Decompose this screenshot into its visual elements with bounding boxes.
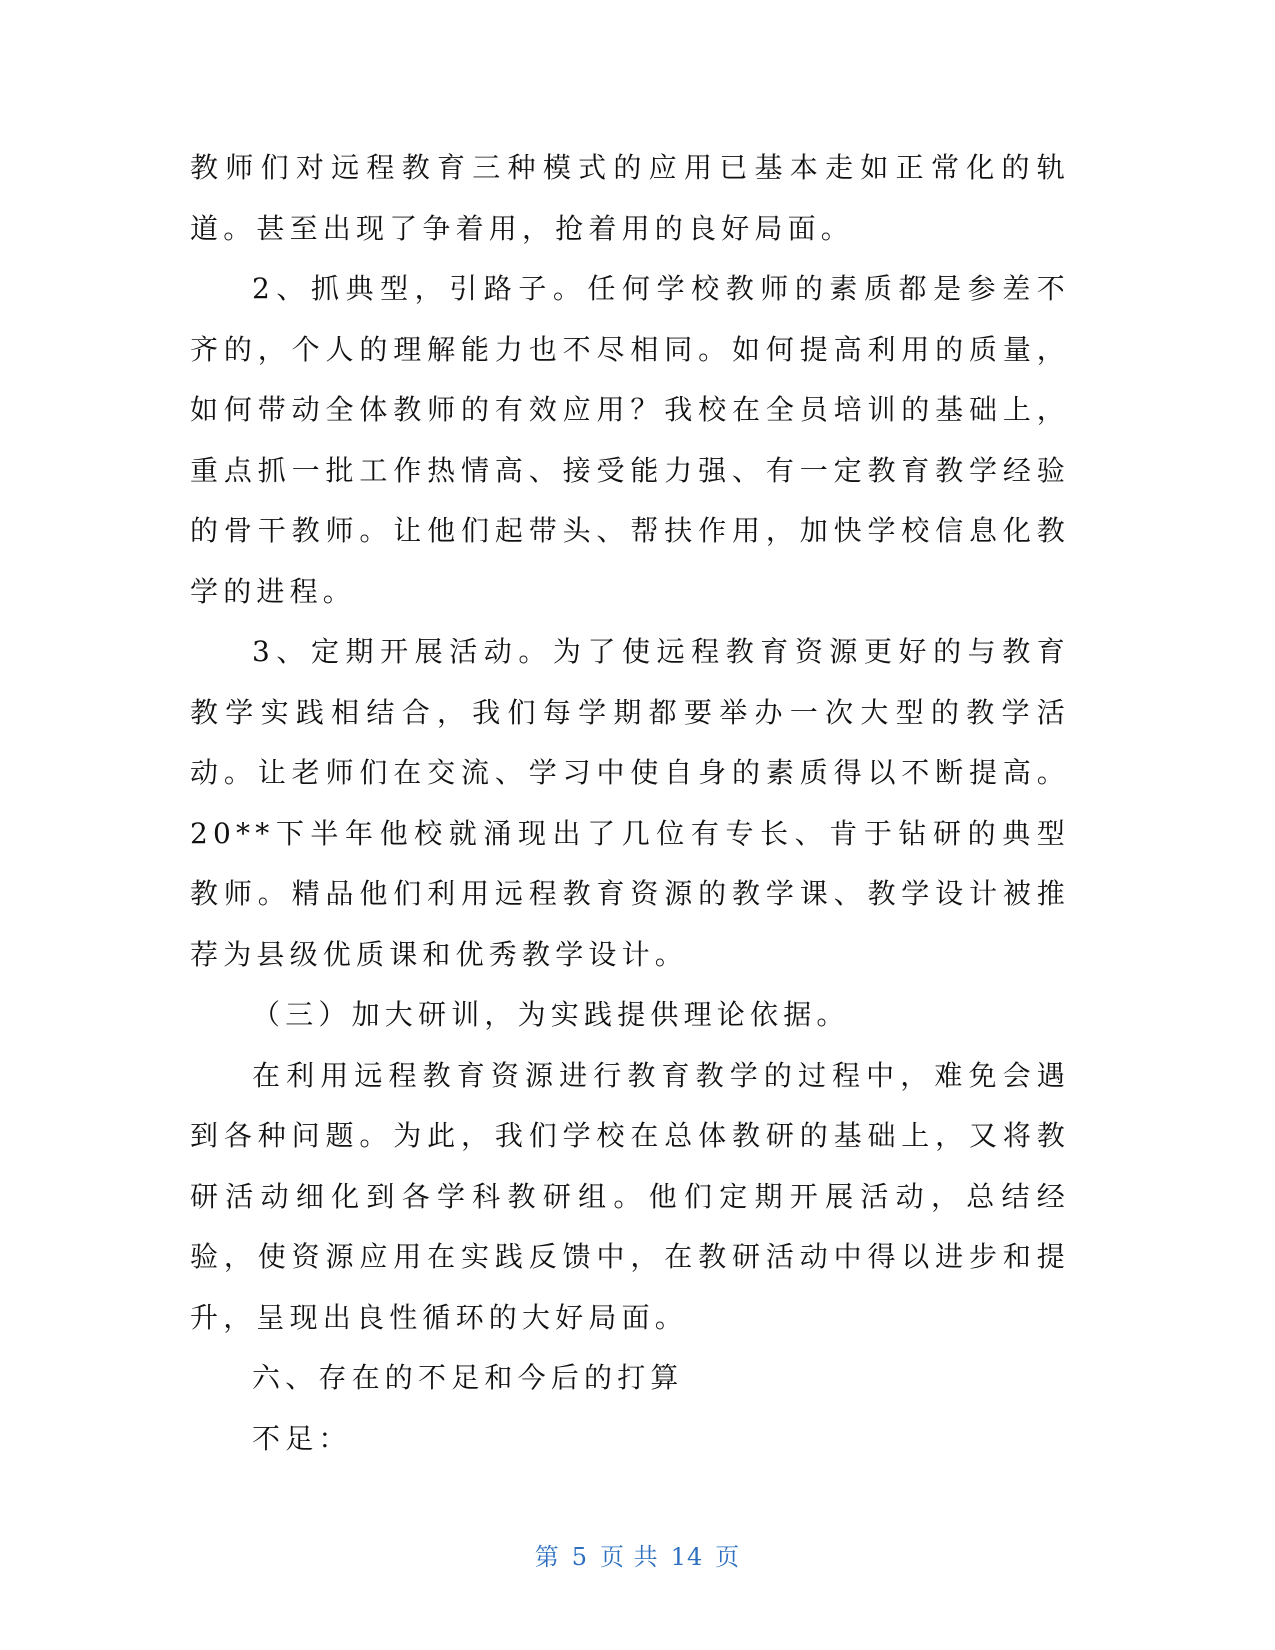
section-heading-shortcomings: 六、存在的不足和今后的打算 xyxy=(252,1361,684,1394)
footer-total-pages: 14 xyxy=(670,1543,704,1571)
document-body xyxy=(190,138,1070,1469)
paragraph-research-groups: 在利用远程教育资源进行教育教学的过程中，难免会遇到各种问题。为此，我们学校在总体教研的基础上，又将教研活动细化到各学科教研组。他们定期开展活动，总结经验，使资源应用在实践反馈中，在教研活动中得以进步和提升，呈现出良性循环的大好局面。 xyxy=(190,1058,1070,1334)
section-heading-research-training: （三）加大研训，为实践提供理论依据。 xyxy=(252,998,850,1031)
footer-prefix: 第 xyxy=(534,1543,560,1571)
paragraph-typical-teachers: 2、抓典型，引路子。任何学校教师的素质都是参差不齐的，个人的理解能力也不尽相同。如何提高利用的质量，如何带动全体教师的有效应用？我校在全员培训的基础上，重点抓一批工作热情高、接受能力强、有一定教育教学经验的骨干教师。让他们起带头、帮扶作用，加快学校信息化教学的进程。 xyxy=(190,272,1070,608)
page-number-footer xyxy=(0,1537,1275,1572)
paragraph-continuation: 教师们对远程教育三种模式的应用已基本走如正常化的轨道。甚至出现了争着用，抢着用的良好局面。 xyxy=(190,151,1070,245)
footer-middle: 页 共 xyxy=(600,1543,659,1571)
paragraph-regular-activities: 3、定期开展活动。为了使远程教育资源更好的与教育教学实践相结合，我们每学期都要举办一次大型的教学活动。让老师们在交流、学习中使自身的素质得以不断提高。20**下半年他校就涌现出了几位有专长、肯于钻研的典型教师。精品他们利用远程教育资源的教学课、教学设计被推荐为县级优质课和优秀教学设计。 xyxy=(190,635,1070,971)
footer-suffix: 页 xyxy=(715,1543,741,1571)
paragraph-shortcomings-label: 不足： xyxy=(252,1421,352,1455)
footer-current-page: 5 xyxy=(571,1543,589,1571)
